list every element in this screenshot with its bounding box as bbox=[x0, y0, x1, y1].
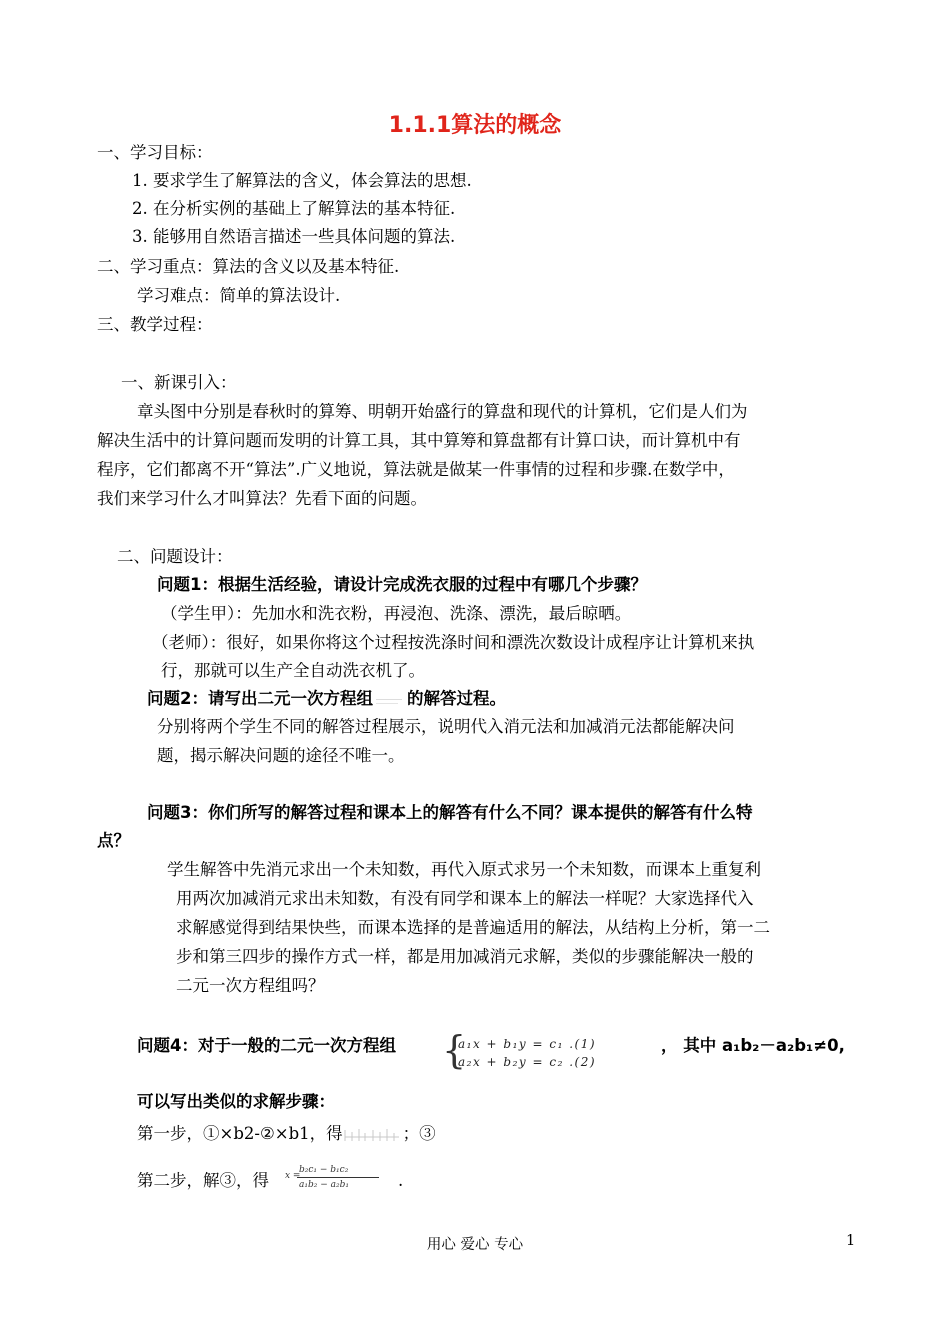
q3-answer-line: 求解感觉得到结果快些，而课本选择的是普遍适用的解法，从结构上分析，第一二 bbox=[176, 918, 770, 937]
objective-item: 2. 在分析实例的基础上了解算法的基本特征. bbox=[132, 199, 456, 218]
fraction-bar bbox=[297, 1177, 379, 1178]
difficulty: 学习难点：简单的算法设计. bbox=[137, 286, 341, 305]
intro-line: 解决生活中的计算问题而发明的计算工具，其中算筹和算盘都有计算口诀，而计算机中有 bbox=[97, 431, 741, 450]
page-footer: 用心 爱心 专心 bbox=[426, 1237, 524, 1253]
equation-2: a₂x + b₂y = c₂ .(2) bbox=[458, 1055, 597, 1069]
q2-text-after: 的解答过程。 bbox=[406, 689, 506, 708]
q3-answer-line: 二元一次方程组吗？ bbox=[176, 976, 325, 995]
page-number: 1 bbox=[846, 1233, 856, 1249]
objective-item: 3. 能够用自然语言描述一些具体问题的算法. bbox=[132, 227, 456, 246]
faint-formula-image bbox=[343, 1126, 403, 1144]
equation-system bbox=[442, 1028, 657, 1074]
left-brace-icon: { bbox=[442, 1028, 467, 1072]
intro-line: 章头图中分别是春秋时的算筹、明朝开始盛行的算盘和现代的计算机，它们是人们为 bbox=[137, 402, 748, 421]
q3-answer-line: 用两次加减消元求出未知数，有没有同学和课本上的解法一样呢？大家选择代入 bbox=[176, 889, 754, 908]
process-heading: 三、教学过程： bbox=[97, 315, 213, 334]
step-1-text: 第一步，①×b2-②×b1，得 bbox=[137, 1124, 343, 1143]
question-3-line: 点？ bbox=[97, 831, 130, 850]
q2-answer-line: 分别将两个学生不同的解答过程展示，说明代入消元法和加减消元法都能解决问 bbox=[157, 717, 735, 736]
solution-fraction bbox=[285, 1164, 397, 1194]
step-1-tail: ；③ bbox=[402, 1124, 436, 1143]
q1-teacher-line: 行，那就可以生产全自动洗衣机了。 bbox=[161, 661, 425, 680]
q4-line-2: 可以写出类似的求解步骤： bbox=[137, 1092, 335, 1111]
step-1-formula-image bbox=[343, 1126, 403, 1144]
question-4-text: 问题4：对于一般的二元一次方程组 bbox=[137, 1036, 396, 1055]
x-variable: x = bbox=[285, 1171, 301, 1181]
q1-student-answer: （学生甲）：先加水和洗衣粉，再浸泡、洗涤、漂洗，最后晾晒。 bbox=[161, 604, 632, 623]
equation-1: a₁x + b₁y = c₁ .(1) bbox=[458, 1037, 597, 1051]
question-2 bbox=[147, 688, 506, 710]
equation-placeholder bbox=[373, 693, 407, 707]
objectives-heading: 一、学习目标： bbox=[97, 143, 213, 162]
step-2-text: 第二步，解③，得 bbox=[137, 1171, 269, 1190]
question-3-line: 问题3：你们所写的解答过程和课本上的解答有什么不同？课本提供的解答有什么特 bbox=[147, 803, 753, 822]
objective-item: 1. 要求学生了解算法的含义，体会算法的思想. bbox=[132, 171, 472, 190]
step-2-period: . bbox=[398, 1171, 404, 1190]
page-title: 1.1.1算法的概念 bbox=[388, 113, 562, 138]
q4-condition: ， 其中 a₁b₂－a₂b₁≠0, bbox=[661, 1036, 845, 1055]
q2-answer-line: 题，揭示解决问题的途径不唯一。 bbox=[157, 746, 405, 765]
intro-line: 程序，它们都离不开“算法”.广义地说，算法就是做某一件事情的过程和步骤.在数学中， bbox=[97, 460, 735, 479]
q2-text-before: 问题2：请写出二元一次方程组 bbox=[147, 689, 373, 708]
q3-answer-line: 步和第三四步的操作方式一样，都是用加减消元求解，类似的步骤能解决一般的 bbox=[176, 947, 754, 966]
q1-teacher-line: （老师）：很好，如果你将这个过程按洗涤时间和漂洗次数设计成程序让计算机来执 bbox=[152, 633, 755, 652]
fraction-numerator: b₂c₁ − b₁c₂ bbox=[299, 1165, 349, 1175]
intro-line: 我们来学习什么才叫算法？先看下面的问题。 bbox=[97, 489, 427, 508]
step-1 bbox=[137, 1123, 436, 1145]
intro-heading: 一、新课引入： bbox=[121, 373, 237, 392]
faint-equation-image bbox=[373, 695, 407, 709]
design-heading: 二、问题设计： bbox=[117, 547, 233, 566]
fraction-denominator: a₁b₂ − a₂b₁ bbox=[299, 1180, 349, 1190]
key-points: 二、学习重点：算法的含义以及基本特征. bbox=[97, 257, 400, 276]
question-1: 问题1：根据生活经验，请设计完成洗衣服的过程中有哪几个步骤？ bbox=[157, 575, 647, 594]
q3-answer-line: 学生解答中先消元求出一个未知数，再代入原式求另一个未知数，而课本上重复利 bbox=[167, 860, 761, 879]
